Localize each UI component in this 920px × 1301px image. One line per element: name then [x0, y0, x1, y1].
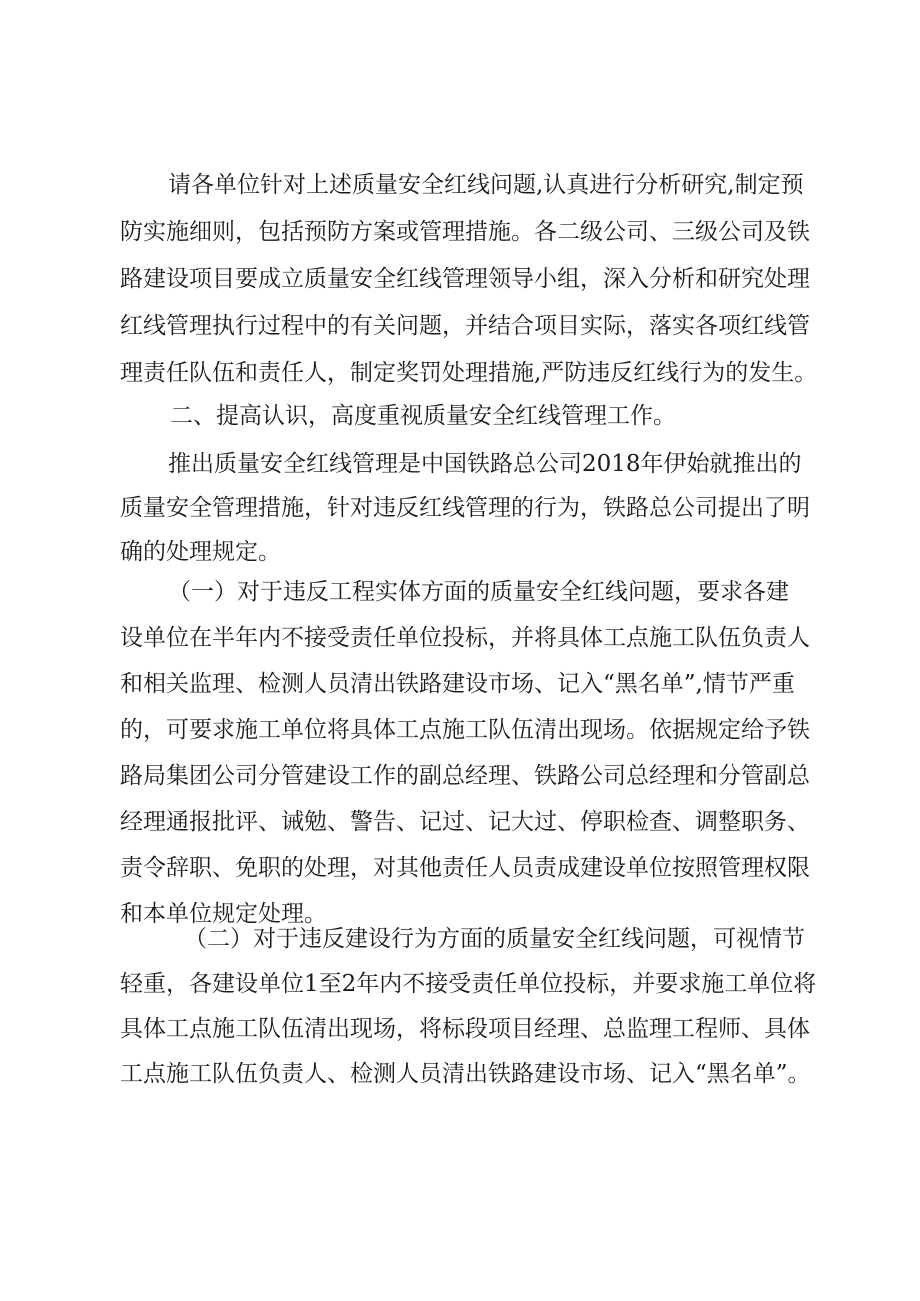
paragraph-4-line-2: 轻重，各建设单位1至2年内不接受责任单位投标，并要求施工单位将	[120, 971, 817, 997]
paragraph-4-line-4: 工点施工队伍负责人、检测人员清出铁路建设市场、记入“黑名单”。	[120, 1061, 811, 1087]
paragraph-1-line-4: 红线管理执行过程中的有关问题，并结合项目实际，落实各项红线管	[120, 313, 810, 339]
paragraph-3-line-7: 责令辞职、免职的处理，对其他责任人员责成建设单位按照管理权限	[120, 855, 810, 881]
paragraph-3-line-5: 路局集团公司分管建设工作的副总经理、铁路公司总经理和分管副总	[120, 763, 810, 789]
paragraph-3-line-4: 的，可要求施工单位将具体工点施工队伍清出现场。依据规定给予铁	[120, 717, 810, 743]
paragraph-3-line-1: （一）对于违反工程实体方面的质量安全红线问题，要求各建	[168, 579, 789, 605]
paragraph-3-line-6: 经理通报批评、诫勉、警告、记过、记大过、停职检查、调整职务、	[120, 809, 810, 835]
paragraph-1-line-3: 路建设项目要成立质量安全红线管理领导小组，深入分析和研究处理	[120, 266, 810, 292]
paragraph-3-line-2: 设单位在半年内不接受责任单位投标，并将具体工点施工队伍负责人	[120, 625, 810, 651]
paragraph-4-line-3: 具体工点施工队伍清出现场，将标段项目经理、总监理工程师、具体	[120, 1016, 810, 1042]
paragraph-2-line-1: 推出质量安全红线管理是中国铁路总公司2018年伊始就推出的	[168, 451, 802, 477]
paragraph-1-line-5: 理责任队伍和责任人，制定奖罚处理措施,严防违反红线行为的发生。	[120, 360, 818, 386]
paragraph-3-line-8: 和本单位规定处理。	[120, 901, 327, 927]
paragraph-1-line-2: 防实施细则，包括预防方案或管理措施。各二级公司、三级公司及铁	[120, 219, 810, 245]
section-heading: 二、提高认识，高度重视质量安全红线管理工作。	[170, 403, 676, 429]
paragraph-4-line-1: （二）对于违反建设行为方面的质量安全红线问题，可视情节	[184, 926, 805, 952]
paragraph-2-line-3: 确的处理规定。	[120, 539, 281, 565]
paragraph-3-line-3: 和相关监理、检测人员清出铁路建设市场、记入“黑名单”,情节严重	[120, 671, 795, 697]
paragraph-2-line-2: 质量安全管理措施，针对违反红线管理的行为，铁路总公司提出了明	[120, 495, 810, 521]
paragraph-1-line-1: 请各单位针对上述质量安全红线问题,认真进行分析研究,制定预	[168, 172, 804, 198]
